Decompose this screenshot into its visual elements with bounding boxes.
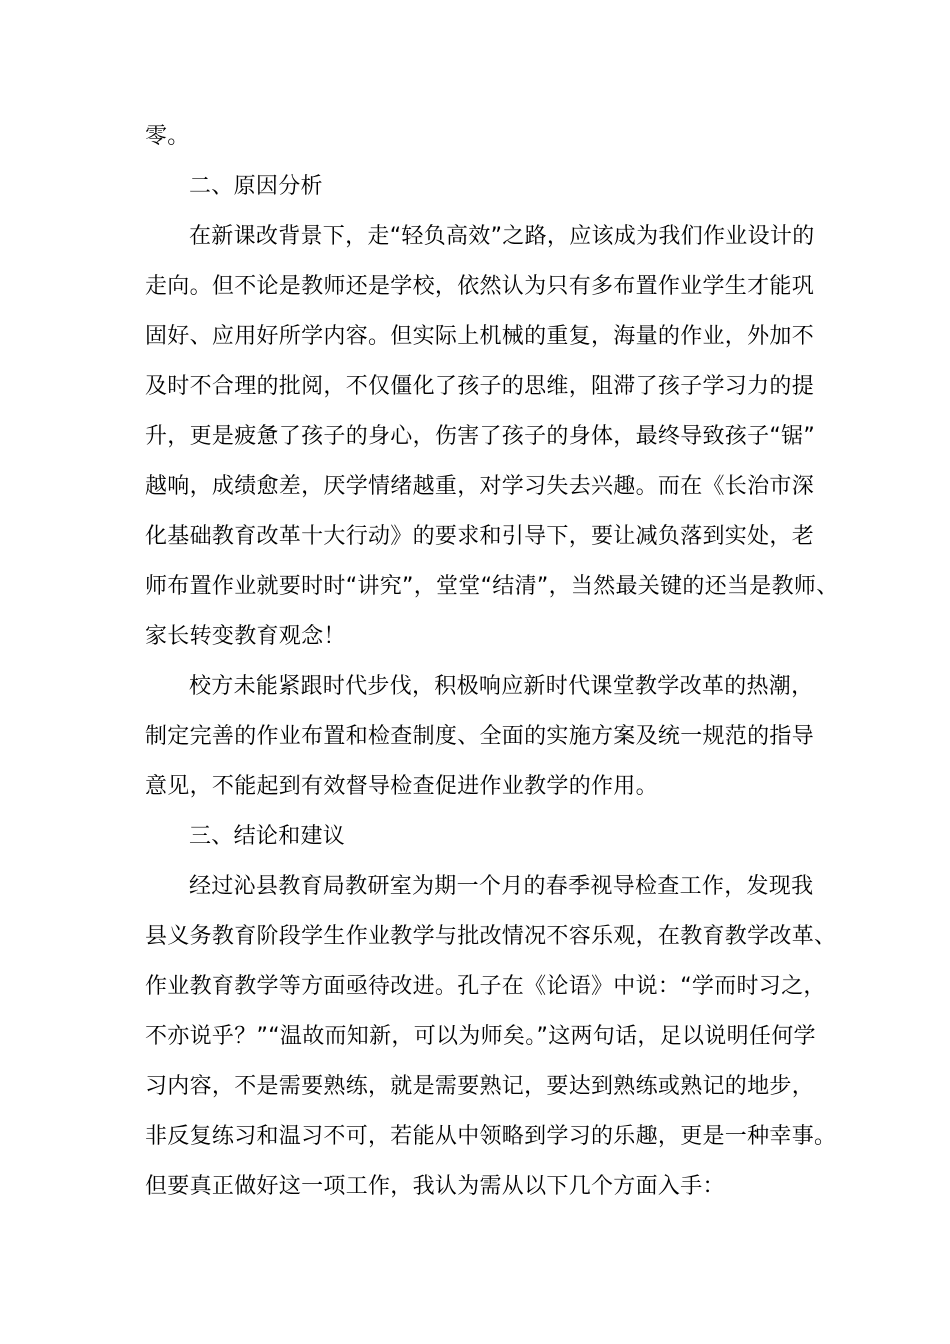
paragraph-line: 越响，成绩愈差，厌学情绪越重，对学习失去兴趣。而在《长治市深	[145, 474, 815, 499]
paragraph-line: 校方未能紧跟时代步伐，积极响应新时代课堂教学改革的热潮，	[189, 674, 814, 699]
paragraph-line: 家长转变教育观念！	[145, 624, 346, 649]
paragraph-line: 但要真正做好这一项工作，我认为需从以下几个方面入手：	[145, 1174, 725, 1199]
paragraph-line: 固好、应用好所学内容。但实际上机械的重复，海量的作业，外加不	[145, 324, 815, 349]
paragraph-line: 不亦说乎？”“温故而知新，可以为师矣。”这两句话，足以说明任何学	[145, 1024, 816, 1049]
paragraph-line: 在新课改背景下，走“轻负高效”之路，应该成为我们作业设计的	[189, 224, 815, 249]
paragraph-line: 升，更是疲惫了孩子的身心，伤害了孩子的身体，最终导致孩子“锯”	[145, 424, 816, 449]
paragraph-line: 意见，不能起到有效督导检查促进作业教学的作用。	[145, 774, 658, 799]
paragraph-line: 非反复练习和温习不可，若能从中领略到学习的乐趣，更是一种幸事。	[145, 1124, 837, 1149]
section-heading-cause-analysis: 二、原因分析	[189, 174, 323, 199]
paragraph-line: 作业教育教学等方面亟待改进。孔子在《论语》中说：“学而时习之，	[145, 974, 826, 999]
paragraph-line: 走向。但不论是教师还是学校，依然认为只有多布置作业学生才能巩	[145, 274, 815, 299]
section-heading-conclusion: 三、结论和建议	[189, 824, 346, 849]
paragraph-line: 习内容，不是需要熟练，就是需要熟记，要达到熟练或熟记的地步，	[145, 1074, 815, 1099]
paragraph-line: 师布置作业就要时时“讲究”，堂堂“结清”，当然最关键的还当是教师、	[145, 574, 839, 599]
paragraph-line: 及时不合理的批阅，不仅僵化了孩子的思维，阻滞了孩子学习力的提	[145, 374, 815, 399]
paragraph-line: 县义务教育阶段学生作业教学与批改情况不容乐观，在教育教学改革、	[145, 924, 837, 949]
paragraph-line: 经过沁县教育局教研室为期一个月的春季视导检查工作，发现我	[189, 874, 814, 899]
paragraph-line: 化基础教育改革十大行动》的要求和引导下，要让减负落到实处，老	[145, 524, 815, 549]
paragraph-continuation-line: 零。	[145, 124, 190, 149]
paragraph-line: 制定完善的作业布置和检查制度、全面的实施方案及统一规范的指导	[145, 724, 815, 749]
